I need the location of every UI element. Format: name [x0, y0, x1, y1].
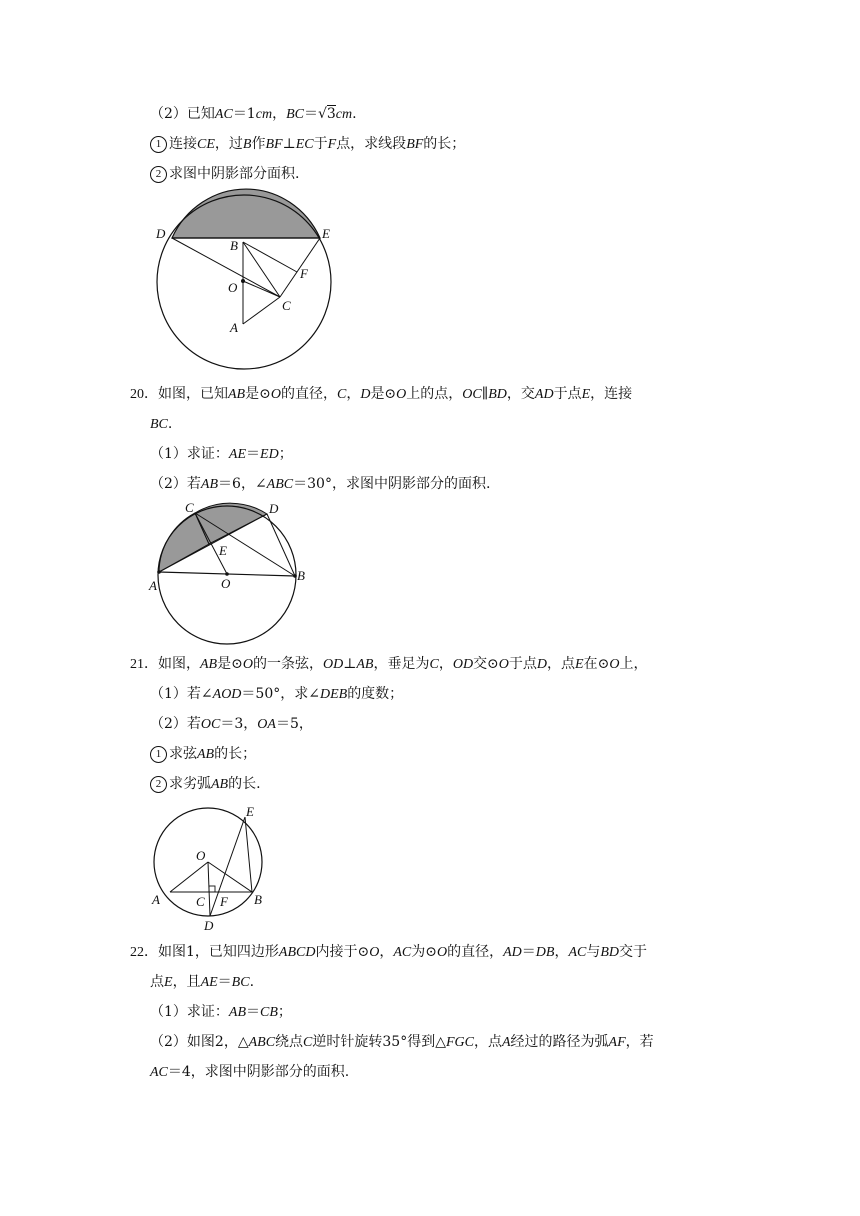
- q20-label-e: E: [219, 543, 227, 558]
- q20-l1-i: ，连接: [590, 386, 633, 402]
- q21-label-o: O: [196, 848, 206, 863]
- q21-c: C: [429, 657, 439, 672]
- q21-o: O: [242, 657, 253, 672]
- q19-sub1-b: ，过: [214, 136, 243, 152]
- q20-ad: AD: [534, 387, 554, 402]
- q22-l1-a: 如图1，已知四边形: [158, 944, 279, 960]
- q19-seg-ac: [243, 297, 280, 324]
- q22-l1-g: 与: [586, 944, 601, 960]
- q20-part1: [150, 444, 293, 465]
- q22-o: O: [369, 945, 380, 960]
- q22-db: DB: [535, 945, 555, 960]
- q21-label-b: B: [254, 892, 262, 907]
- q19-period: .: [352, 106, 357, 122]
- q20-o: O: [270, 387, 281, 402]
- q22-ad: AD: [503, 945, 522, 960]
- q22-l2-b: ，且: [172, 974, 201, 990]
- q19-cm2: cm: [335, 107, 353, 122]
- q19-label-o: O: [228, 280, 238, 295]
- q21-p2-a: ＝3，: [220, 716, 258, 732]
- q19-center-dot: [241, 279, 245, 283]
- q22-line2: [150, 972, 254, 993]
- q22-line1: [130, 942, 647, 963]
- q21-line1: [130, 654, 647, 675]
- q22-fgc: FGC: [445, 1035, 474, 1050]
- q20-ab2: AB: [200, 477, 219, 492]
- q21-oa: OA: [257, 717, 276, 732]
- q21-oc: OC: [200, 717, 221, 732]
- q19-label-a: A: [230, 320, 238, 335]
- q20-abc: ABC: [266, 477, 294, 492]
- q19-comma: ，: [272, 106, 287, 122]
- q21-label-a: A: [152, 892, 160, 907]
- q20-l1-e: 是⊙: [370, 386, 397, 402]
- q19-bf: BF: [265, 137, 283, 152]
- q22-ab: AB: [228, 1005, 247, 1020]
- q22-l1-d: 为⊙: [411, 944, 437, 960]
- q19-label-d: D: [156, 226, 166, 241]
- q21-s1-ab: AB: [197, 747, 215, 762]
- q21-l1-c: 的一条弦，: [252, 656, 323, 672]
- q19-figure: [150, 192, 350, 372]
- q20-l1-d: ，: [346, 386, 361, 402]
- q22-part1: [150, 1002, 292, 1023]
- q22-l1-e: 的直径，: [447, 944, 504, 960]
- q20-label-d: D: [269, 501, 279, 516]
- q21-label-e: E: [246, 804, 254, 819]
- q22-l1-c: ，: [379, 944, 394, 960]
- q20-line1: [130, 384, 632, 405]
- q22-l1-f: ，: [554, 944, 569, 960]
- q20-point-a: [157, 570, 161, 574]
- q19-bc: BC: [286, 107, 304, 122]
- q19-sub1-d: 于: [313, 136, 328, 152]
- q19-label-f: F: [300, 266, 308, 281]
- q22-p2-d: 经过的路径为弧: [510, 1034, 609, 1050]
- q19-label-e: E: [322, 226, 330, 241]
- circled-number-2: 2: [150, 776, 167, 793]
- q21-s1-a: 求弦: [169, 746, 197, 762]
- q21-p2-prefix: （2）若: [150, 716, 201, 732]
- q21-right-angle-mark: [209, 886, 215, 892]
- q22-p2-c: ，点: [473, 1034, 502, 1050]
- q22-l2-c: .: [249, 974, 255, 990]
- q20-p1-end: ；: [278, 446, 293, 462]
- q21-od: OD: [322, 657, 344, 672]
- q21-sub1: [150, 744, 256, 765]
- q19-eq2: ＝: [303, 106, 318, 122]
- q21-e: E: [575, 657, 584, 672]
- q20-l1-g: ，交: [506, 386, 535, 402]
- q19-sub1-line: [150, 134, 465, 155]
- q20-label-b: B: [297, 568, 305, 583]
- q19-sub1-a: 连接: [169, 136, 197, 152]
- q22-eq: ＝: [521, 944, 536, 960]
- q22-abc: ABC: [248, 1035, 276, 1050]
- q19-sub2-text: 求图中阴影部分面积.: [169, 166, 300, 182]
- q22-bd: BD: [600, 945, 619, 960]
- q19-perp: ⊥: [282, 136, 296, 152]
- q21-p1-b: 的度数；: [347, 686, 404, 702]
- q21-perp: ⊥: [343, 656, 357, 672]
- q19-eq1: ＝1: [232, 106, 256, 122]
- q22-p2-prefix: （2）如图2，△: [150, 1034, 249, 1050]
- q19-cm1: cm: [255, 107, 273, 122]
- q21-od2: OD: [452, 657, 474, 672]
- q22-l1-h: 交于: [619, 944, 647, 960]
- q19-seg-bf: [243, 242, 297, 272]
- q20-label-a: A: [149, 578, 157, 593]
- q22-ae: AE: [200, 975, 218, 990]
- q20-e: E: [581, 387, 591, 402]
- q21-label-c: C: [196, 894, 205, 909]
- q22-line4: [150, 1062, 349, 1083]
- q22-e: E: [164, 975, 173, 990]
- q19-bf2: BF: [406, 137, 424, 152]
- q22-p2-b: 逆时针旋转35°得到△: [312, 1034, 446, 1050]
- q19-seg-dc: [172, 238, 280, 297]
- q22-part2: [150, 1032, 654, 1053]
- q22-l1-b: 内接于⊙: [315, 944, 370, 960]
- q22-eq3: ＝: [246, 1004, 261, 1020]
- q19-part2-prefix: （2）已知: [150, 106, 215, 122]
- q21-label-d: D: [204, 918, 214, 933]
- q20-l1-f: 上的点，: [406, 386, 463, 402]
- q21-l1-b: 是⊙: [217, 656, 243, 672]
- sqrt-radicand: 3: [326, 106, 336, 122]
- q22-p2-a: 绕点: [275, 1034, 304, 1050]
- q21-l1-j: 上，: [619, 656, 648, 672]
- q22-a: A: [501, 1035, 511, 1050]
- q19-sub1-c: 作: [251, 136, 266, 152]
- q22-l2-a: 点: [150, 974, 164, 990]
- q21-seg-oa: [170, 862, 208, 892]
- q20-d: D: [360, 387, 371, 402]
- q19-b: B: [242, 137, 252, 152]
- q20-l2: BC: [150, 417, 168, 432]
- q21-seg-eb: [245, 817, 252, 892]
- q22-l4-ac: AC: [150, 1065, 168, 1080]
- q19-ac: AC: [214, 107, 233, 122]
- q22-cb: CB: [260, 1005, 278, 1020]
- q20-par: ∥: [481, 386, 489, 402]
- sqrt-symbol: √: [317, 106, 327, 122]
- q22-c: C: [303, 1035, 313, 1050]
- q22-p2-e: ，若: [625, 1034, 654, 1050]
- q20-p2-prefix: （2）若: [150, 476, 201, 492]
- q20-p1-prefix: （1）求证：: [150, 446, 229, 462]
- q22-bc: BC: [231, 975, 250, 990]
- q21-s2-b: 的长.: [228, 776, 261, 792]
- q21-p2-b: ＝5，: [275, 716, 313, 732]
- q20-l1-b: 是⊙: [245, 386, 271, 402]
- q20-p2-a: ＝6，∠: [218, 476, 267, 492]
- q22-af: AF: [608, 1035, 626, 1050]
- q20-l1-c: 的直径，: [280, 386, 337, 402]
- q20-eq: ＝: [246, 446, 261, 462]
- q20-c: C: [336, 387, 347, 402]
- q20-p2-b: ＝30°，求图中阴影部分的面积.: [293, 476, 491, 492]
- q21-ab2: AB: [356, 657, 374, 672]
- q20-l2-end: .: [167, 416, 173, 432]
- circled-number-1: 1: [150, 136, 167, 153]
- q21-label-f: F: [220, 894, 228, 909]
- q21-l1-d: ，垂足为: [373, 656, 430, 672]
- q21-p1-a: ＝50°，求∠: [241, 686, 320, 702]
- q19-f: F: [327, 137, 337, 152]
- q21-o2: O: [498, 657, 509, 672]
- q22-ac2: AC: [568, 945, 587, 960]
- q21-figure: [148, 804, 278, 934]
- q21-l1-h: ，点: [547, 656, 576, 672]
- q21-l1-g: 于点: [508, 656, 537, 672]
- q21-p1-prefix: （1）若∠: [150, 686, 213, 702]
- q22-p1-end: ；: [277, 1004, 292, 1020]
- q20-oc: OC: [462, 387, 482, 402]
- q21-number: 21．: [130, 657, 158, 672]
- q19-label-b: B: [230, 238, 238, 253]
- q20-number: 20．: [130, 387, 158, 402]
- q21-part2: [150, 714, 313, 735]
- q21-l1-f: 交⊙: [473, 656, 499, 672]
- q21-aod: AOD: [212, 687, 242, 702]
- q20-ae: AE: [228, 447, 247, 462]
- q22-abcd: ABCD: [278, 945, 316, 960]
- q22-o2: O: [436, 945, 448, 960]
- q21-deb: DEB: [319, 687, 348, 702]
- q21-part1: [150, 684, 403, 705]
- q19-ec: EC: [295, 137, 314, 152]
- q21-ab: AB: [200, 657, 218, 672]
- q21-l1-e: ，: [438, 656, 453, 672]
- q21-s2-ab: AB: [211, 777, 229, 792]
- q21-sub2: [150, 774, 261, 795]
- q19-sub2-line: [150, 164, 299, 184]
- q20-label-c: C: [185, 500, 194, 515]
- q20-ed: ED: [260, 447, 279, 462]
- q20-bd: BD: [488, 387, 507, 402]
- q21-o3: O: [609, 657, 620, 672]
- q19-sub1-f: 的长；: [423, 136, 466, 152]
- q20-line2: [150, 414, 172, 435]
- q20-ab: AB: [228, 387, 246, 402]
- q20-part2: [150, 474, 490, 495]
- q21-l1-i: 在⊙: [583, 656, 610, 672]
- circled-number-1: 1: [150, 746, 167, 763]
- q22-ac: AC: [393, 945, 412, 960]
- q22-p1-prefix: （1）求证：: [150, 1004, 229, 1020]
- q19-part2-line: [150, 104, 357, 125]
- q22-number: 22．: [130, 945, 158, 960]
- q20-figure: [145, 500, 325, 645]
- q20-l1-a: 如图，已知: [158, 386, 228, 402]
- q19-ce: CE: [197, 137, 215, 152]
- q20-o2: O: [396, 387, 407, 402]
- q21-s1-b: 的长；: [214, 746, 257, 762]
- q20-label-o: O: [221, 576, 231, 591]
- q21-s2-a: 求劣弧: [169, 776, 211, 792]
- q19-label-c: C: [282, 298, 291, 313]
- q21-l1-a: 如图，: [158, 656, 200, 672]
- q20-l1-h: 于点: [553, 386, 582, 402]
- q19-sub1-e: 点，求线段: [336, 136, 407, 152]
- q22-eq2: ＝: [217, 974, 232, 990]
- circled-number-2: 2: [150, 166, 167, 183]
- q22-l4-rest: ＝4，求图中阴影部分的面积.: [167, 1064, 350, 1080]
- q21-d: D: [536, 657, 548, 672]
